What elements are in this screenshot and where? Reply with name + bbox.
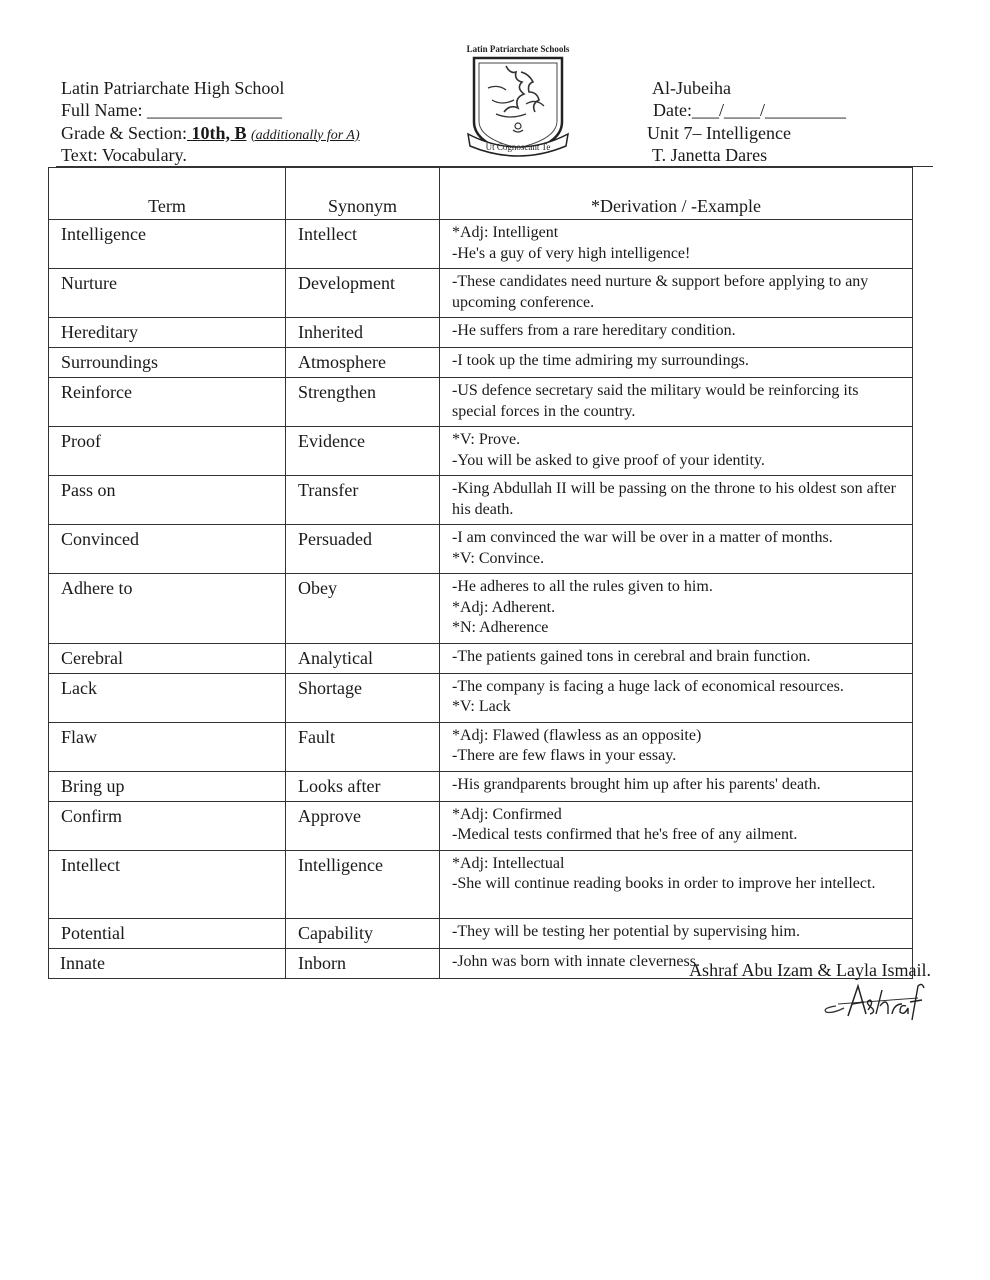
example-line: -The patients gained tons in cerebral and brain function. [452, 647, 811, 665]
example-line: -You will be asked to give proof of your identity. [452, 451, 765, 469]
example-line: *V: Prove. [452, 431, 521, 448]
synonym-cell: Inborn [286, 948, 440, 978]
example-line: *Adj: Adherent. [452, 598, 556, 616]
example-line: -She will continue reading books in order to improve her intellect. [452, 875, 876, 892]
example-line: -He's a guy of very high intelligence! [452, 244, 691, 262]
column-header-example: *Derivation / -Example [440, 168, 913, 220]
term-cell: Hereditary [49, 318, 286, 348]
logo-motto: Ut Cognoscant Te [485, 142, 551, 152]
example-line: -His grandparents brought him up after his parents' death. [452, 775, 821, 793]
example-cell [440, 318, 913, 348]
term-cell: Flaw [49, 722, 286, 771]
synonym-cell: Intelligence [286, 850, 440, 918]
synonym-cell: Inherited [286, 318, 440, 348]
term-cell: Cerebral [49, 643, 286, 673]
example-line: *Adj: Intelligent [452, 224, 559, 241]
synonym-cell: Atmosphere [286, 348, 440, 378]
grade-value: 10th, B [186, 122, 247, 143]
example-line: -He suffers from a rare hereditary condition. [452, 322, 736, 339]
logo-top-text: Latin Patriarchate Schools [466, 44, 570, 54]
example-line: *Adj: Confirmed [452, 805, 562, 823]
synonym-cell: Intellect [286, 220, 440, 269]
example-cell [440, 673, 913, 722]
column-header-term: Term [49, 168, 286, 220]
example-cell [440, 574, 913, 644]
synonym-cell: Analytical [286, 643, 440, 673]
example-cell [440, 476, 913, 525]
location: Al-Jubeiha [652, 78, 731, 98]
full-name-field: Full Name: _______________ [61, 100, 282, 121]
term-cell: Lack [49, 673, 286, 722]
synonym-cell: Evidence [286, 427, 440, 476]
synonym-cell: Development [286, 269, 440, 318]
example-line: *Adj: Flawed (flawless as an opposite) [452, 726, 702, 744]
grade-note: (additionally for A) [250, 127, 360, 143]
table-row [49, 348, 913, 378]
synonym-cell: Fault [286, 722, 440, 771]
table-row [49, 318, 913, 348]
example-cell [440, 850, 913, 918]
table-row [49, 220, 913, 269]
example-line: *Adj: Intellectual [452, 854, 565, 872]
term-cell: Intelligence [49, 220, 286, 269]
synonym-cell: Persuaded [286, 525, 440, 574]
example-line: -They will be testing her potential by supervising him. [452, 922, 800, 940]
example-line: *V: Lack [452, 698, 511, 715]
text-topic: Text: Vocabulary. [61, 144, 187, 165]
example-line: -I took up the time admiring my surroundings. [452, 352, 749, 369]
table-row [49, 918, 913, 948]
example-cell [440, 801, 913, 850]
example-cell [440, 348, 913, 378]
table-row [49, 476, 913, 525]
example-line: -He adheres to all the rules given to him. [452, 578, 713, 595]
table-row [49, 801, 913, 850]
example-cell [440, 722, 913, 771]
example-line: -I am convinced the war will be over in a matter of months. [452, 529, 833, 546]
example-line: -There are few flaws in your essay. [452, 747, 677, 764]
example-line: -US defence secretary said the military would be reinforcing its special forces in the country. [452, 382, 859, 420]
example-cell [440, 643, 913, 673]
vocabulary-table [48, 167, 913, 979]
unit-title: Unit 7– Intelligence [647, 122, 791, 143]
example-line: -John was born with innate cleverness. [452, 952, 700, 970]
term-cell: Potential [49, 918, 286, 948]
example-cell [440, 220, 913, 269]
example-line: *V: Convince. [452, 549, 545, 567]
term-cell: Proof [49, 427, 286, 476]
term-cell: Surroundings [49, 348, 286, 378]
table-row [49, 574, 913, 644]
table-row [49, 722, 913, 771]
school-name: Latin Patriarchate High School [61, 78, 285, 98]
date-field: Date:___/____/_________ [653, 100, 846, 121]
teacher-name: T. Janetta Dares [652, 144, 768, 165]
example-cell [440, 269, 913, 318]
school-logo [466, 42, 570, 164]
table-row [49, 525, 913, 574]
table-row [49, 771, 913, 801]
signature [818, 980, 930, 1024]
synonym-cell: Transfer [286, 476, 440, 525]
table-header-row [49, 168, 913, 220]
term-cell: Confirm [49, 801, 286, 850]
term-cell: Bring up [49, 771, 286, 801]
example-cell [440, 918, 913, 948]
table-row [49, 378, 913, 427]
header-right [647, 77, 846, 166]
grade-label: Grade & Section: [61, 122, 187, 143]
author-credit: Ashraf Abu Izam & Layla Ismail. [689, 960, 931, 980]
example-cell [440, 525, 913, 574]
table-row [49, 850, 913, 918]
term-cell: Innate [49, 948, 286, 978]
example-line: *N: Adherence [452, 619, 549, 636]
term-cell: Reinforce [49, 378, 286, 427]
example-line: -These candidates need nurture & support before applying to any upcoming conference. [452, 273, 869, 311]
synonym-cell: Strengthen [286, 378, 440, 427]
table-row [49, 427, 913, 476]
grade-section [61, 122, 360, 144]
example-line: -King Abdullah II will be passing on the throne to his oldest son after his death. [452, 480, 896, 518]
synonym-cell: Looks after [286, 771, 440, 801]
table-row [49, 269, 913, 318]
example-cell [440, 771, 913, 801]
column-header-synonym: Synonym [286, 168, 440, 220]
table-body [49, 220, 913, 979]
synonym-cell: Obey [286, 574, 440, 644]
example-cell [440, 378, 913, 427]
example-line: -Medical tests confirmed that he's free of any ailment. [452, 826, 798, 843]
header-left [61, 77, 360, 166]
term-cell: Convinced [49, 525, 286, 574]
example-cell [440, 427, 913, 476]
synonym-cell: Approve [286, 801, 440, 850]
synonym-cell: Shortage [286, 673, 440, 722]
table-row [49, 673, 913, 722]
term-cell: Adhere to [49, 574, 286, 644]
table-row [49, 643, 913, 673]
term-cell: Pass on [49, 476, 286, 525]
example-line: -The company is facing a huge lack of economical resources. [452, 677, 844, 695]
term-cell: Intellect [49, 850, 286, 918]
term-cell: Nurture [49, 269, 286, 318]
synonym-cell: Capability [286, 918, 440, 948]
